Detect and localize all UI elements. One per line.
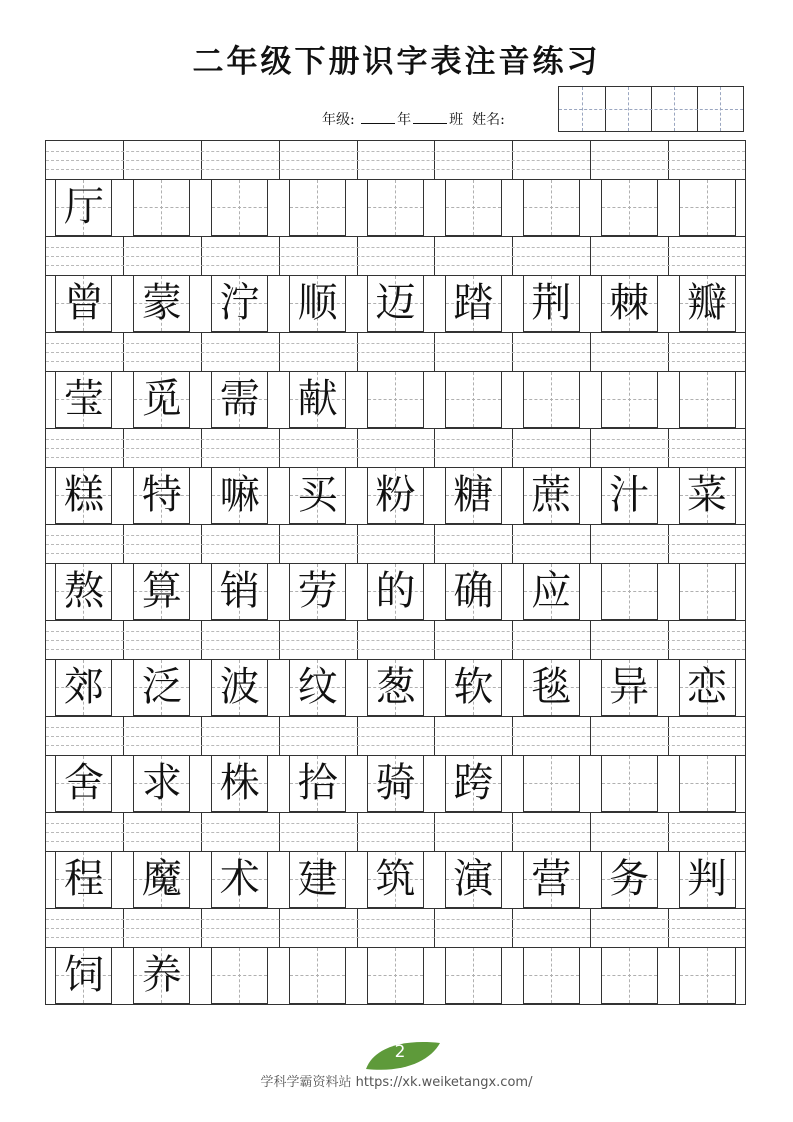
hanzi-character: 纹	[297, 664, 338, 710]
character-row	[45, 947, 746, 1005]
pinyin-guide-line	[46, 160, 745, 161]
character-box[interactable]	[679, 755, 736, 812]
character-box[interactable]	[55, 179, 112, 236]
hanzi-character: 术	[219, 856, 260, 902]
pinyin-guide-line	[46, 823, 745, 824]
character-box[interactable]	[367, 755, 424, 812]
character-box[interactable]	[289, 947, 346, 1004]
hanzi-character: 莹	[63, 376, 104, 422]
hanzi-character: 异	[609, 664, 650, 710]
hanzi-character: 蒙	[141, 280, 182, 326]
box-guide-line	[602, 207, 657, 208]
character-box[interactable]	[367, 179, 424, 236]
pinyin-row	[45, 716, 746, 755]
grade-blank[interactable]	[361, 112, 395, 124]
character-box[interactable]	[445, 275, 502, 332]
box-guide-line	[524, 783, 579, 784]
character-box[interactable]	[133, 947, 190, 1004]
hanzi-character: 熬	[63, 568, 104, 614]
character-row	[45, 371, 746, 428]
character-box[interactable]	[601, 563, 658, 620]
box-guide-line	[446, 207, 501, 208]
character-box[interactable]	[445, 179, 502, 236]
pinyin-row	[45, 428, 746, 467]
practice-grid	[45, 140, 746, 1005]
hanzi-character: 营	[531, 856, 572, 902]
box-guide-line	[368, 975, 423, 976]
character-box[interactable]	[679, 275, 736, 332]
character-box[interactable]	[133, 467, 190, 524]
character-box[interactable]	[133, 659, 190, 716]
character-box[interactable]	[211, 563, 268, 620]
hanzi-character: 特	[141, 472, 182, 518]
box-guide-line	[602, 399, 657, 400]
box-guide-line	[602, 975, 657, 976]
hanzi-character: 迈	[375, 280, 416, 326]
character-box[interactable]	[289, 851, 346, 908]
hanzi-character: 瓣	[687, 280, 728, 326]
character-box[interactable]	[289, 467, 346, 524]
character-box[interactable]	[55, 947, 112, 1004]
hanzi-character: 饲	[63, 952, 104, 998]
hanzi-character: 务	[609, 856, 650, 902]
page-number: 2	[394, 1042, 406, 1062]
class-suffix: 班	[449, 112, 464, 128]
character-box[interactable]	[679, 947, 736, 1004]
box-guide-line	[524, 207, 579, 208]
box-guide-line	[290, 207, 345, 208]
pinyin-guide-line	[46, 832, 745, 833]
character-box[interactable]	[445, 659, 502, 716]
hanzi-character: 恋	[687, 664, 728, 710]
character-box[interactable]	[523, 179, 580, 236]
pinyin-guide-line	[46, 361, 745, 362]
box-guide-line	[446, 975, 501, 976]
hanzi-character: 毯	[531, 664, 572, 710]
box-guide-line	[290, 975, 345, 976]
character-box[interactable]	[55, 659, 112, 716]
hanzi-character: 顺	[297, 280, 338, 326]
hanzi-character: 糕	[63, 472, 104, 518]
character-box[interactable]	[211, 659, 268, 716]
character-box[interactable]	[601, 371, 658, 428]
character-box[interactable]	[211, 179, 268, 236]
character-box[interactable]	[523, 851, 580, 908]
hanzi-character: 应	[531, 568, 572, 614]
pinyin-guide-line	[46, 937, 745, 938]
hanzi-character: 株	[219, 760, 260, 806]
character-box[interactable]	[445, 947, 502, 1004]
pinyin-guide-line	[46, 553, 745, 554]
name-cell-guide	[559, 109, 743, 110]
character-box[interactable]	[211, 851, 268, 908]
character-box[interactable]	[445, 467, 502, 524]
hanzi-character: 劳	[297, 568, 338, 614]
hanzi-character: 蔗	[531, 472, 572, 518]
character-box[interactable]	[601, 275, 658, 332]
pinyin-row	[45, 140, 746, 179]
pinyin-guide-line	[46, 343, 745, 344]
box-guide-line	[524, 399, 579, 400]
character-box[interactable]	[367, 947, 424, 1004]
character-box[interactable]	[445, 371, 502, 428]
character-box[interactable]	[523, 755, 580, 812]
pinyin-guide-line	[46, 919, 745, 920]
character-box[interactable]	[601, 851, 658, 908]
character-box[interactable]	[679, 467, 736, 524]
character-row	[45, 179, 746, 236]
hanzi-character: 魔	[141, 856, 182, 902]
hanzi-character: 厅	[63, 184, 104, 230]
pinyin-guide-line	[46, 640, 745, 641]
character-row	[45, 659, 746, 716]
character-box[interactable]	[601, 947, 658, 1004]
character-box[interactable]	[211, 275, 268, 332]
hanzi-character: 拾	[297, 760, 338, 806]
pinyin-row	[45, 908, 746, 947]
character-box[interactable]	[133, 755, 190, 812]
hanzi-character: 跨	[453, 760, 494, 806]
character-box[interactable]	[523, 947, 580, 1004]
box-guide-line	[602, 783, 657, 784]
character-box[interactable]	[523, 563, 580, 620]
pinyin-row	[45, 524, 746, 563]
character-box[interactable]	[523, 659, 580, 716]
hanzi-character: 曾	[63, 280, 104, 326]
character-box[interactable]	[679, 371, 736, 428]
pinyin-guide-line	[46, 457, 745, 458]
class-blank[interactable]	[413, 112, 447, 124]
character-box[interactable]	[289, 563, 346, 620]
hanzi-character: 筑	[375, 856, 416, 902]
character-box[interactable]	[679, 563, 736, 620]
character-box[interactable]	[367, 275, 424, 332]
hanzi-character: 嘛	[219, 472, 260, 518]
box-guide-line	[680, 975, 735, 976]
hanzi-character: 荆	[531, 280, 572, 326]
character-box[interactable]	[601, 659, 658, 716]
character-box[interactable]	[601, 755, 658, 812]
box-guide-line	[680, 207, 735, 208]
character-box[interactable]	[133, 275, 190, 332]
hanzi-character: 波	[219, 664, 260, 710]
student-info-line	[322, 109, 505, 129]
character-box[interactable]	[445, 851, 502, 908]
character-box[interactable]	[133, 371, 190, 428]
box-guide-line	[680, 591, 735, 592]
pinyin-guide-line	[46, 169, 745, 170]
hanzi-character: 郊	[63, 664, 104, 710]
box-guide-line	[680, 399, 735, 400]
character-row	[45, 851, 746, 908]
character-box[interactable]	[367, 563, 424, 620]
box-guide-line	[212, 207, 267, 208]
box-guide-line	[446, 399, 501, 400]
hanzi-character: 舍	[63, 760, 104, 806]
character-row	[45, 755, 746, 812]
box-guide-line	[134, 207, 189, 208]
hanzi-character: 的	[375, 568, 416, 614]
box-guide-line	[368, 207, 423, 208]
pinyin-guide-line	[46, 841, 745, 842]
hanzi-character: 求	[141, 760, 182, 806]
box-guide-line	[602, 591, 657, 592]
character-box[interactable]	[55, 275, 112, 332]
hanzi-character: 棘	[609, 280, 650, 326]
pinyin-guide-line	[46, 439, 745, 440]
hanzi-character: 确	[453, 568, 494, 614]
hanzi-character: 踏	[453, 280, 494, 326]
hanzi-character: 粉	[375, 472, 416, 518]
year-suffix: 年	[397, 112, 412, 128]
character-box[interactable]	[289, 659, 346, 716]
character-box[interactable]	[133, 563, 190, 620]
pinyin-guide-line	[46, 247, 745, 248]
character-box[interactable]	[289, 179, 346, 236]
hanzi-character: 需	[219, 376, 260, 422]
character-box[interactable]	[55, 467, 112, 524]
hanzi-character: 觅	[141, 376, 182, 422]
character-box[interactable]	[211, 467, 268, 524]
hanzi-character: 销	[219, 568, 260, 614]
character-box[interactable]	[55, 563, 112, 620]
page-title: 二年级下册识字表注音练习	[192, 44, 601, 80]
character-box[interactable]	[367, 467, 424, 524]
pinyin-guide-line	[46, 151, 745, 152]
footer-site-text[interactable]: 学科学霸资料站 https://xk.weiketangx.com/	[260, 1075, 533, 1090]
hanzi-character: 汁	[609, 472, 650, 518]
hanzi-character: 菜	[687, 472, 728, 518]
hanzi-character: 献	[297, 376, 338, 422]
character-box[interactable]	[55, 851, 112, 908]
pinyin-guide-line	[46, 736, 745, 737]
character-box[interactable]	[133, 851, 190, 908]
character-row	[45, 467, 746, 524]
box-guide-line	[680, 783, 735, 784]
pinyin-row	[45, 620, 746, 659]
character-box[interactable]	[523, 371, 580, 428]
pinyin-guide-line	[46, 256, 745, 257]
hanzi-character: 泛	[141, 664, 182, 710]
character-box[interactable]	[523, 467, 580, 524]
character-box[interactable]	[211, 947, 268, 1004]
pinyin-guide-line	[46, 649, 745, 650]
character-box[interactable]	[367, 659, 424, 716]
character-box[interactable]	[523, 275, 580, 332]
pinyin-guide-line	[46, 535, 745, 536]
pinyin-row	[45, 812, 746, 851]
name-label: 姓名:	[472, 112, 505, 128]
hanzi-character: 泞	[219, 280, 260, 326]
character-row	[45, 563, 746, 620]
character-box[interactable]	[133, 179, 190, 236]
character-box[interactable]	[445, 755, 502, 812]
pinyin-guide-line	[46, 265, 745, 266]
pinyin-guide-line	[46, 631, 745, 632]
character-box[interactable]	[55, 755, 112, 812]
pinyin-guide-line	[46, 745, 745, 746]
hanzi-character: 建	[297, 856, 338, 902]
hanzi-character: 程	[63, 856, 104, 902]
character-box[interactable]	[211, 371, 268, 428]
character-box[interactable]	[367, 371, 424, 428]
hanzi-character: 算	[141, 568, 182, 614]
pinyin-guide-line	[46, 448, 745, 449]
box-guide-line	[524, 975, 579, 976]
hanzi-character: 买	[297, 472, 338, 518]
hanzi-character: 判	[687, 856, 728, 902]
character-box[interactable]	[679, 179, 736, 236]
pinyin-row	[45, 236, 746, 275]
character-box[interactable]	[289, 755, 346, 812]
character-box[interactable]	[679, 659, 736, 716]
hanzi-character: 养	[141, 952, 182, 998]
pinyin-row	[45, 332, 746, 371]
character-box[interactable]	[289, 275, 346, 332]
character-box[interactable]	[679, 851, 736, 908]
name-writing-box[interactable]	[558, 86, 744, 132]
pinyin-guide-line	[46, 352, 745, 353]
character-row	[45, 275, 746, 332]
hanzi-character: 软	[453, 664, 494, 710]
character-box[interactable]	[367, 851, 424, 908]
box-guide-line	[212, 975, 267, 976]
box-guide-line	[368, 399, 423, 400]
hanzi-character: 葱	[375, 664, 416, 710]
character-box[interactable]	[55, 371, 112, 428]
hanzi-character: 骑	[375, 760, 416, 806]
pinyin-guide-line	[46, 727, 745, 728]
character-box[interactable]	[601, 467, 658, 524]
hanzi-character: 糖	[453, 472, 494, 518]
character-box[interactable]	[211, 755, 268, 812]
character-box[interactable]	[445, 563, 502, 620]
character-box[interactable]	[289, 371, 346, 428]
grade-label: 年级:	[322, 112, 355, 128]
hanzi-character: 演	[453, 856, 494, 902]
pinyin-guide-line	[46, 928, 745, 929]
character-box[interactable]	[601, 179, 658, 236]
pinyin-guide-line	[46, 544, 745, 545]
